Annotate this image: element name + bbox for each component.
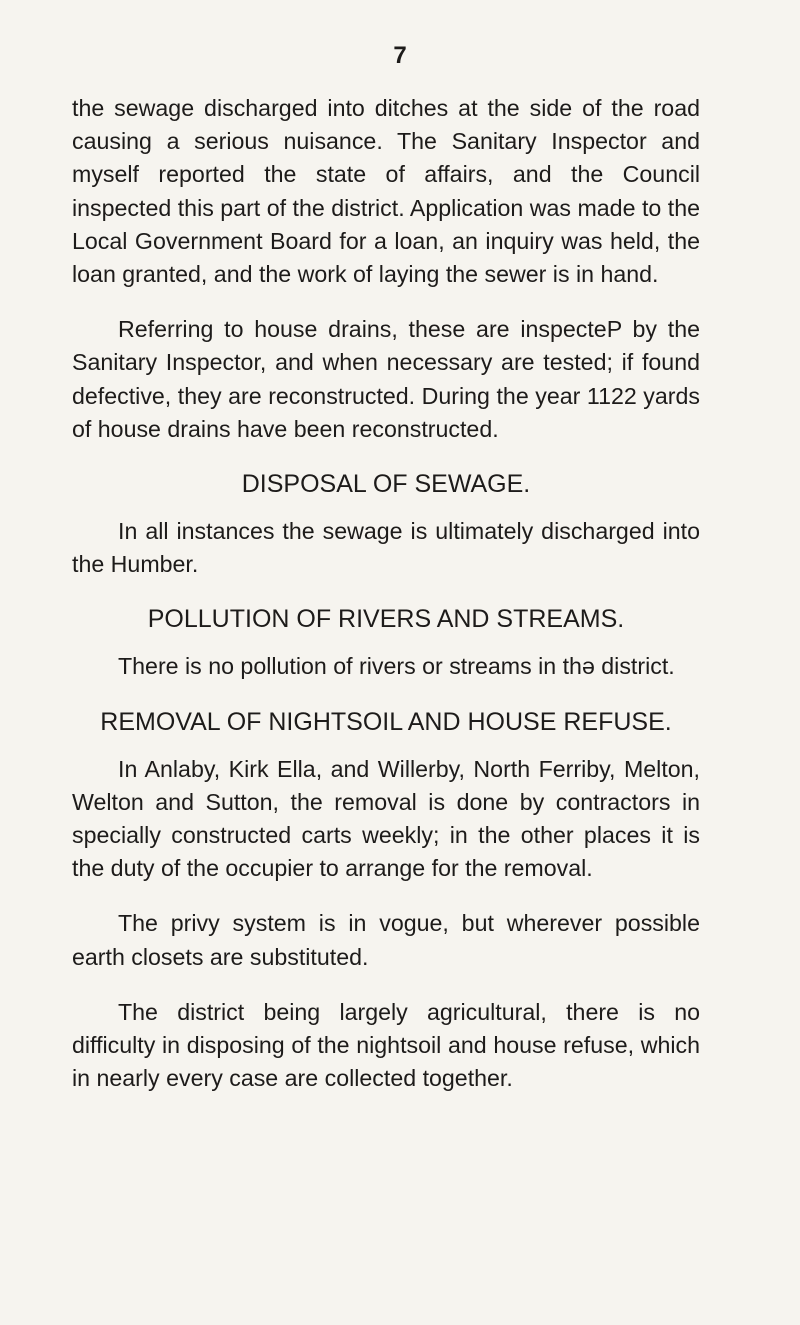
- agricultural-paragraph: The district being largely agricultural, there is no difficulty in disposing of the nightsoil and house refuse, which in nearly every case are collected together.: [72, 998, 700, 1092]
- disposal-paragraph: In all instances the sewage is ultimately discharged into the Humber.: [72, 518, 700, 578]
- privy-paragraph: The privy system is in vogue, but wherever possible earth closets are substituted.: [72, 910, 700, 970]
- removal-heading: REMOVAL OF NIGHTSOIL AND HOUSE REFUSE.: [100, 707, 672, 736]
- house-drains-paragraph: Referring to house drains, these are inspecteP by the Sanitary Inspector, and when necessary are tested; if found defective, they are reconstructed. During the year 1122 yards of house drains have been reconstructed.: [72, 316, 700, 442]
- pollution-paragraph: There is no pollution of rivers or streams in thə district.: [118, 653, 675, 680]
- disposal-heading: DISPOSAL OF SEWAGE.: [241, 470, 531, 499]
- removal-paragraph: In Anlaby, Kirk Ella, and Willerby, North Ferriby, Melton, Welton and Sutton, the removal is done by contractors in specially constructed carts weekly; in the other places it is the duty of the occupier to arrange for the removal.: [72, 755, 700, 882]
- page-number: 7: [393, 42, 407, 69]
- pollution-heading: POLLUTION OF RIVERS AND STREAMS.: [147, 605, 625, 634]
- sewage-paragraph: the sewage discharged into ditches at the side of the road causing a serious nuisance. The Sanitary Inspector and myself reported the state of affairs, and the Council inspected this part of the district. Application was made to the Local Government Board for a loan, an inquiry was held, the loan granted, and the work of laying the sewer is in hand.: [72, 95, 700, 288]
- page-body: [72, 92, 700, 1095]
